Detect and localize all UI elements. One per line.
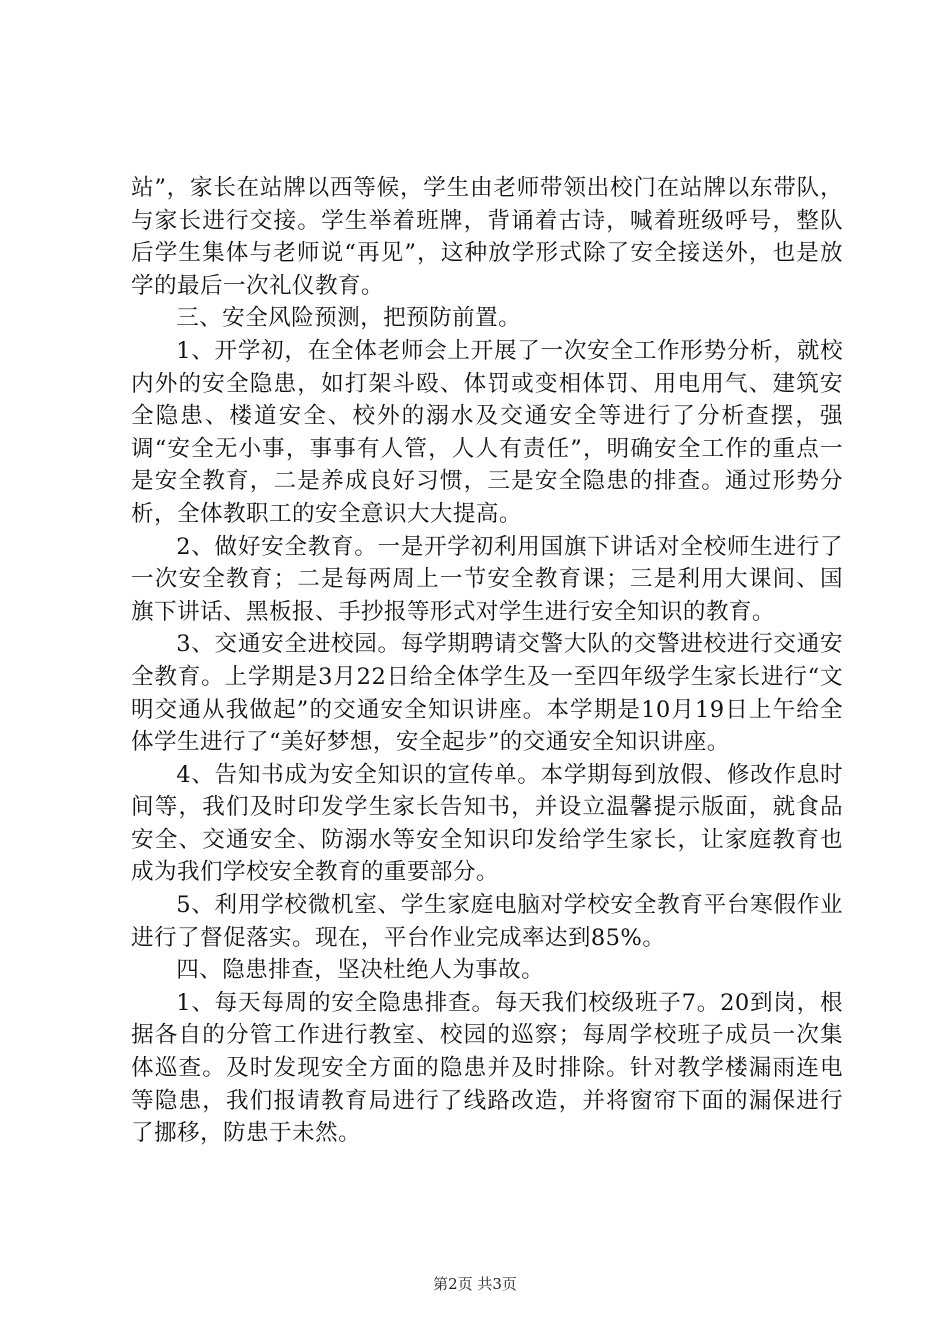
paragraph: 2、做好安全教育。一是开学初利用国旗下讲话对全校师生进行了一次安全教育；二是每两周上一节安全教育课；三是利用大课间、国旗下讲话、黑板报、手抄报等形式对学生进行安全知识的教育。 — [131, 533, 843, 625]
section-heading: 三、安全风险预测，把预防前置。 — [176, 305, 522, 332]
document-body — [131, 172, 843, 1150]
page-number-footer: 第2页 共3页 — [433, 1275, 517, 1293]
paragraph: 3、交通安全进校园。每学期聘请交警大队的交警进校进行交通安全教育。上学期是3月22日给全体学生及一至四年级学生家长进行“文明交通从我做起”的交通安全知识讲座。本学期是10月19日上午给全体学生进行了“美好梦想，安全起步”的交通安全知识讲座。 — [131, 631, 843, 756]
paragraph: 1、每天每周的安全隐患排查。每天我们校级班子7。20到岗，根据各自的分管工作进行教室、校园的巡察；每周学校班子成员一次集体巡查。及时发现安全方面的隐患并及时排除。针对教学楼漏雨连电等隐患，我们报请教育局进行了线路改造，并将窗帘下面的漏保进行了挪移，防患于未然。 — [131, 989, 843, 1147]
section-heading: 四、隐患排查，坚决杜绝人为事故。 — [176, 957, 545, 984]
paragraph: 站”，家长在站牌以西等候，学生由老师带领出校门在站牌以东带队，与家长进行交接。学生举着班牌，背诵着古诗，喊着班级呼号，整队后学生集体与老师说“再见”，这种放学形式除了安全接送外，也是放学的最后一次礼仪教育。 — [131, 175, 843, 299]
paragraph: 1、开学初，在全体老师会上开展了一次安全工作形势分析，就校内外的安全隐患，如打架斗殴、体罚或变相体罚、用电用气、建筑安全隐患、楼道安全、校外的溺水及交通安全等进行了分析查摆，强调“安全无小事，事事有人管，人人有责任”，明确安全工作的重点一是安全教育，二是养成良好习惯，三是安全隐患的排查。通过形势分析，全体教职工的安全意识大大提高。 — [131, 337, 843, 527]
paragraph: 5、利用学校微机室、学生家庭电脑对学校安全教育平台寒假作业进行了督促落实。现在，平台作业完成率达到85%。 — [131, 892, 843, 951]
paragraph: 4、告知书成为安全知识的宣传单。本学期每到放假、修改作息时间等，我们及时印发学生家长告知书，并设立温馨提示版面，就食品安全、交通安全、防溺水等安全知识印发给学生家长，让家庭教育也成为我们学校安全教育的重要部分。 — [131, 761, 843, 886]
